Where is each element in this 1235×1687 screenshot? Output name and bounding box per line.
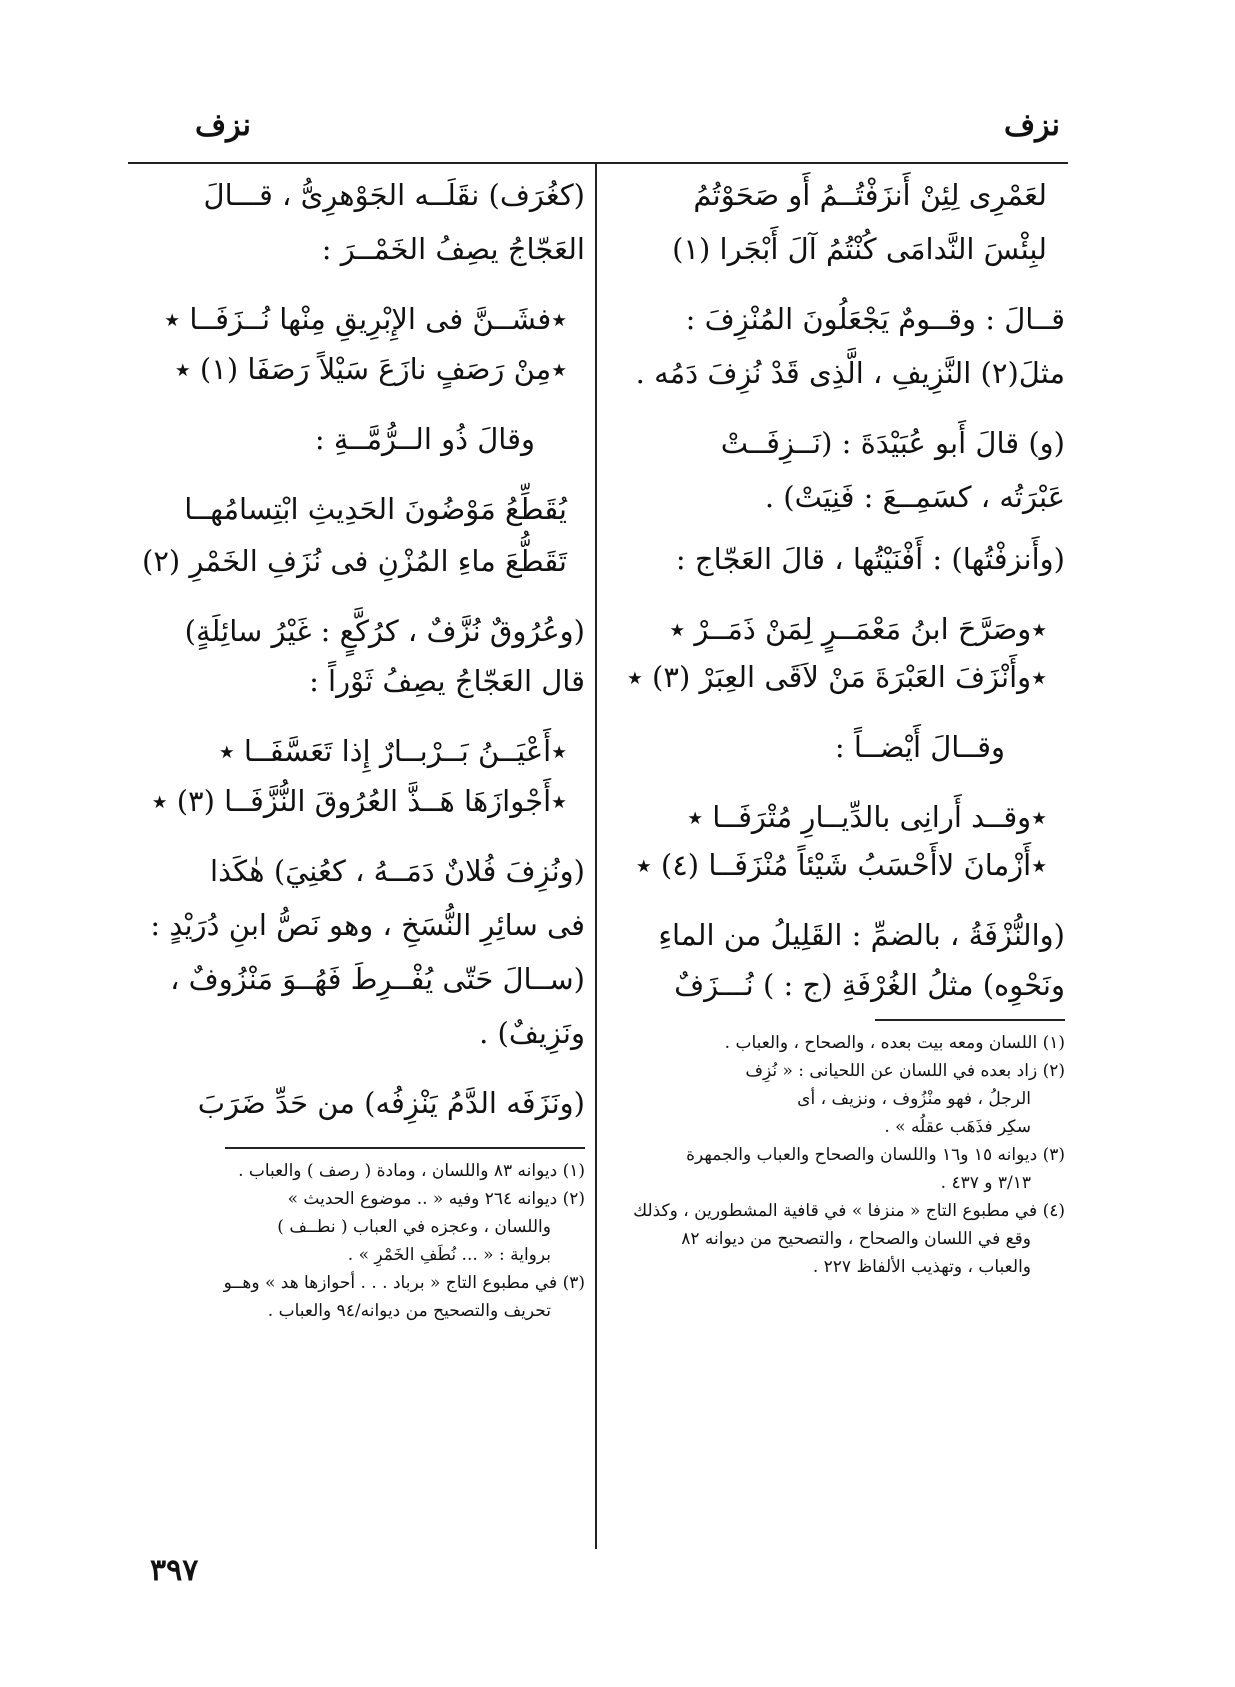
header-rule [128,162,1068,164]
footnote: برواية : « ... نُطَفِ الخَمْرِ » . [347,1245,551,1265]
footnote: (٢) ديوانه ٢٦٤ وفيه « .. موضوع الحديث » [287,1189,585,1209]
text-line: (ســالَ حَتّى يُفْــرِطَ فَهُــوَ مَنْزُوفٌ ، [170,962,585,996]
footnote: (٢) زاد بعده في اللسان عن اللحيانى : « نُزِف [745,1061,1065,1081]
verse-line: ٭وقــد أَرانِى بالدِّيــارِ مُتْرَفَــا ٭ [687,800,1047,834]
text-line: (ونُزِفَ فُلانٌ دَمَــهُ ، كعُنِيَ) هٰكَذا [210,854,585,888]
footnote: (٣) في مطبوع التاج « برباد . . . أحوازها هد » وهــو [223,1273,585,1293]
right-column [625,175,1065,1281]
text-line: (والنُّزْفَةُ ، بالضمِّ : القَلِيلُ من الماءِ [658,918,1065,952]
text-line: (وأَنزفْتُها) : أَفْنَيْتُها ، قالَ العَجّاج : [675,542,1065,576]
verse-line: ٭أَعْيَــنُ بَــرْبــارٌ إِذا تَعَسَّفَــا ٭ [218,734,567,768]
running-head-right: نزف [1003,108,1060,143]
footnote: ٣/١٣ و ٤٣٧ . [940,1173,1031,1193]
text-line: مثلَ(٢) النَّزِيفِ ، الَّذِى قَدْ نُزِفَ دَمُه . [635,356,1065,390]
text-line: وقــالَ أَيْضــاً : [834,730,1005,764]
text-line: (و) قالَ أَبو عُبَيْدَةَ : (نَــزِفَــتْ [720,426,1065,460]
running-head-left: نزف [195,108,252,143]
footnote: الرجلُ ، فهو منْزُوف ، ونزيف ، أى [797,1089,1031,1109]
left-column [130,175,585,1325]
footnote: تحريف والتصحيح من ديوانه/٩٤ والعباب . [267,1301,551,1321]
text-line: قــالَ : وقــومٌ يَجْعَلُونَ المُنْزِفَ : [685,302,1065,336]
footnote: وقع في اللسان والصحاح ، والتصحيح من ديوانه ٨٢ [681,1229,1031,1249]
verse-line: ٭فشَــنَّ فى الإِبْرِيقِ مِنْها نُــزَفَــا ٭ [164,302,567,336]
verse-line: ٭أَجْوازَهَا هَــذَّ العُرُوقَ النُّزَّفَــا (٣) ٭ [151,784,567,818]
footnote: (١) اللسان ومعه بيت بعده ، والصحاح ، والعباب . [724,1033,1065,1053]
verse-line: ٭وأَنْزَفَ العَبْرَةَ مَنْ لاَقَى العِبَرْ (٣) ٭ [627,660,1047,694]
footnote: سكِر فذَهَب عقلُه » . [884,1117,1031,1137]
text-line: (وعُرُوقٌ نُزَّفٌ ، كرُكَّعٍ : غَيْرُ سائِلَةٍ) [184,614,585,648]
column-divider [595,164,597,1549]
text-line: قال العَجّاجُ يصِفُ ثَوْراً : [309,664,585,698]
footnote-rule [875,1019,1065,1021]
page-number: ٣٩٧ [150,1553,199,1588]
verse-line: يُقَطِّعُ مَوْضُونَ الحَدِيثِ ابْتِسامُهــا [184,492,567,526]
text-line: العَجّاجُ يصِفُ الخَمْــرَ : [321,232,585,266]
text-line: وقالَ ذُو الــرُّمَّــةِ : [314,422,535,456]
footnote: والعباب ، وتهذيب الألفاظ ٢٢٧ . [812,1257,1031,1277]
text-line: (كغُرَف) نقَلَــه الجَوْهرِىُّ ، قـــالَ [203,178,585,212]
verse-line: لعَمْرِى لِئِنْ أَنزَفْتُــمُ أَو صَحَوْتُمُ [693,178,1047,212]
footnote: (٤) في مطبوع التاج « منزفا » في قافية المشطورين ، وكذلك [633,1201,1065,1221]
verse-line: ٭مِنْ رَصَفٍ نازَعَ سَيْلاً رَصَفَا (١) ٭ [174,352,567,386]
verse-line: ٭وصَرَّحَ ابنُ مَعْمَــرٍ لِمَنْ ذَمَــرْ ٭ [669,612,1047,646]
text-line: (ونَزَفَه الدَّمُ يَنْزِفُه) من حَدِّ ضَرَبَ [197,1086,585,1120]
text-line: فى سائِرِ النُّسَخِ ، وهو نَصُّ ابنِ دُرَيْدٍ : [150,908,585,942]
footnote: (٣) ديوانه ١٥ و١٦ واللسان والصحاح والعباب والجمهرة [686,1145,1065,1165]
footnote: واللسان ، وعجزه في العباب ( نطــف ) [277,1217,551,1237]
text-line: ونَحْوِه) مثلُ الغُرْفَةِ (ج : ) نُـــزَفٌ [674,968,1065,1002]
verse-line: ٭أَزْمانَ لاأَحْسَبُ شَيْئاً مُنْزَفَــا (٤) ٭ [635,848,1047,882]
text-line: عَبْرَتُه ، كسَمِــعَ : فَنِيَتْ) . [764,480,1065,514]
verse-line: لبِئْسَ النَّدامَى كُنْتُمُ آلَ أَبْجَرا (١) [672,232,1047,266]
verse-line: تَقَطُّعَ ماءِ المُزْنِ فى نُزَفِ الخَمْرِ (٢) [141,544,567,578]
footnote: (١) ديوانه ٨٣ واللسان ، ومادة ( رصف ) والعباب . [238,1161,585,1181]
footnote-rule [225,1147,585,1149]
text-line: ونَزِيفٌ) . [479,1016,585,1050]
